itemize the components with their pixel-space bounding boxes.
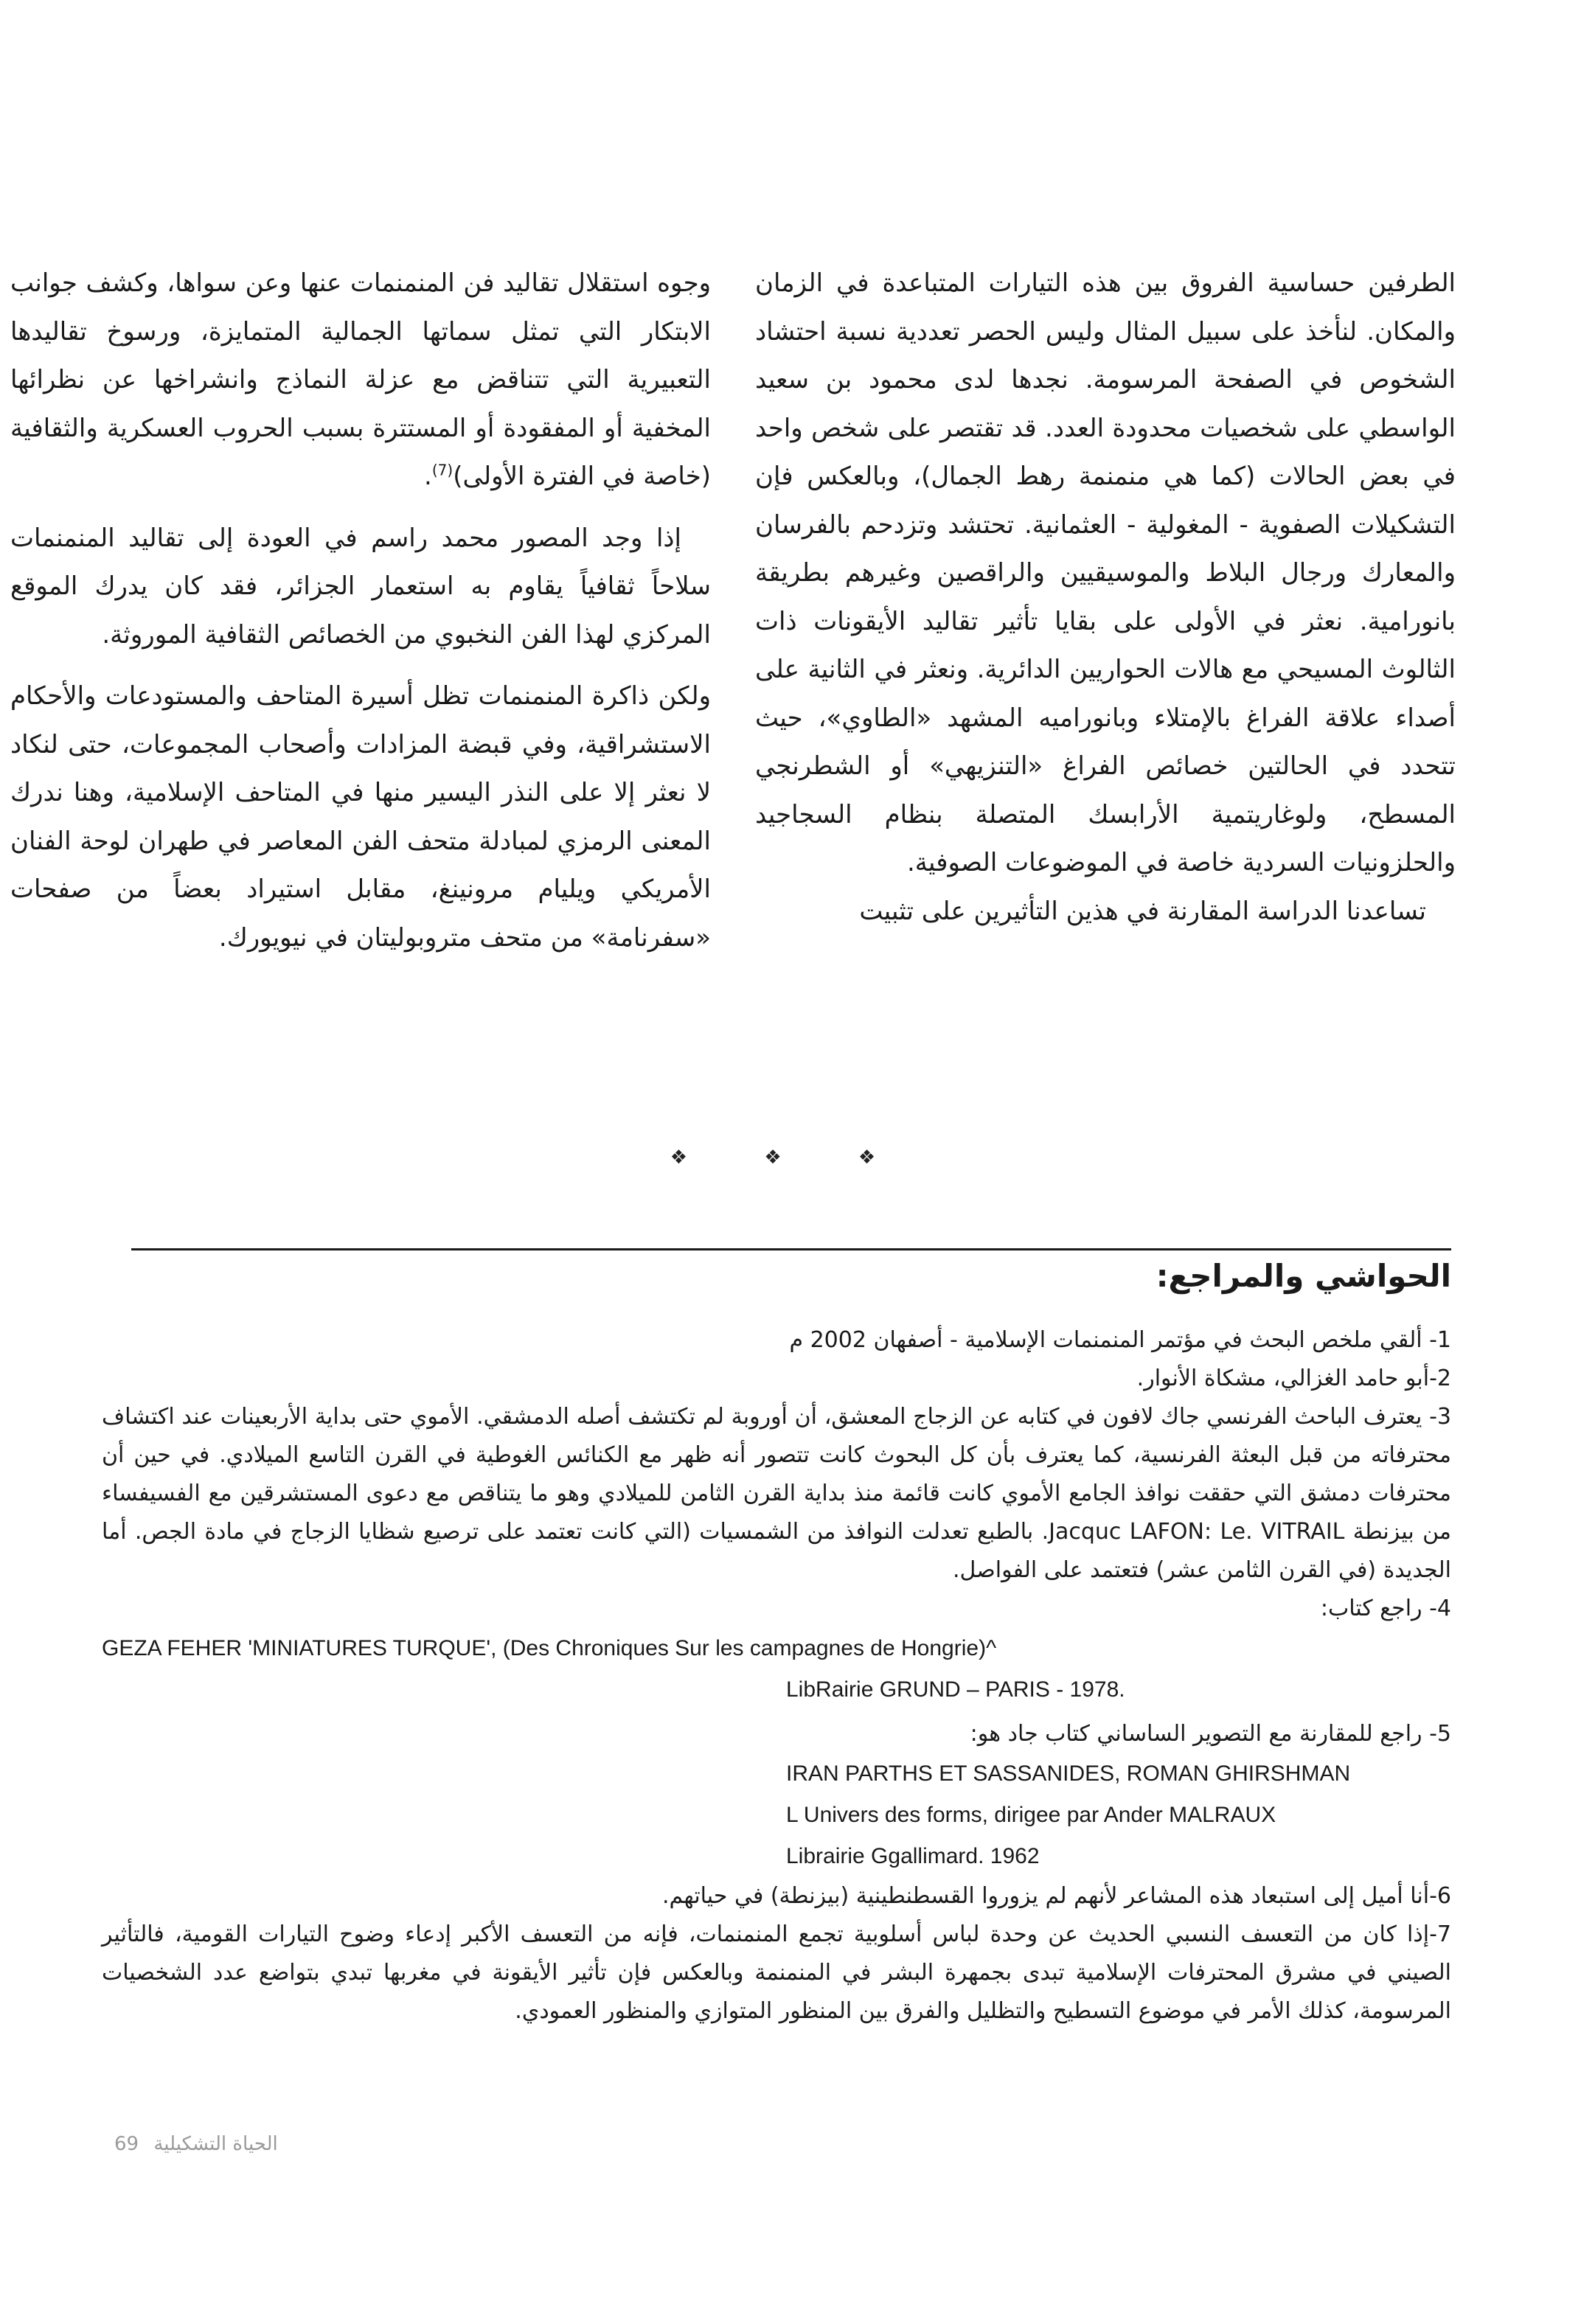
page-footer (114, 2133, 287, 2155)
footnote-4-reference: GEZA FEHER 'MINIATURES TURQUE', (Des Chroniques Sur les campagnes de Hongrie)^ (102, 1636, 997, 1660)
footnote-2: 2-أبو حامد الغزالي، مشكاة الأنوار. (1136, 1365, 1451, 1391)
footnote-1: 1- ألقي ملخص البحث في مؤتمر المنمنمات الإسلامية - أصفهان 2002 م (789, 1327, 1451, 1353)
paragraph: ولكن ذاكرة المنمنمات تظل أسيرة المتاحف والمستودعات والأحكام الاستشراقية، وفي قبضة المزادات وأصحاب المجموعات، حتى لنكاد لا نعثر إلا على النذر اليسير منها في المتاحف الإسلامية، وهنا ندرك المعنى الرمزي لمبادلة متحف الفن المعاصر في طهران لوحة الفنان الأمريكي ويليام مرونينغ، مقابل استيراد بعضاً من صفحات «سفرنامة» من متحف متروبوليتان في نيويورك. (10, 681, 711, 953)
article-column-right (755, 260, 1456, 936)
footnote-5-reference: IRAN PARTHS ET SASSANIDES, ROMAN GHIRSHMAN (786, 1761, 1351, 1786)
footnote-ref: (7) (431, 461, 454, 479)
section-separator: ❖ ❖ ❖ (670, 1147, 911, 1169)
page-number: 69 (114, 2133, 139, 2155)
article-column-left (10, 260, 711, 962)
paragraph: الطرفين حساسية الفروق بين هذه التيارات المتباعدة في الزمان والمكان. لنأخذ على سبيل المثال وليس الحصر تعددية نسبة احتشاد الشخوص في الصفحة المرسومة. نجدها لدى محمود بن سعيد الواسطي على شخصيات محدودة العدد. قد تقتصر على شخص واحد في بعض الحالات (كما هي منمنمة رهط الجمال)، وبالعكس فإن التشكيلات الصفوية - المغولية - العثمانية. تحتشد وتزدحم بالفرسان والمعارك ورجال البلاط والموسيقيين والراقصين وغيرهم بطريقة بانورامية. نعثر في الأولى على بقايا تأثير تقاليد الأيقونات ذات الثالوث المسيحي مع هالات الحواريين الدائرية. ونعثر في الثانية على أصداء علاقة الفراغ بالإمتلاء وبانوراميه المشهد «الطاوي»، حيث تتحدد في الحالتين خصائص الفراغ «التنزيهي» أو الشطرنجي المسطح، ولوغاريتمية الأرابسك المتصلة بنظام السجاجيد والحلزونيات السردية خاصة في الموضوعات الصوفية. (755, 268, 1456, 877)
paragraph: تساعدنا الدراسة المقارنة في هذين التأثيرين على تثبيت (859, 896, 1426, 926)
footnote-4-publisher: LibRairie GRUND – PARIS - 1978. (786, 1677, 1125, 1702)
footnotes (102, 1321, 1451, 2031)
notes-heading: الحواشي والمراجع: (1156, 1258, 1451, 1294)
footnote-4-label: 4- راجع كتاب: (1320, 1596, 1451, 1621)
footnote-5-label: 5- راجع للمقارنة مع التصوير الساساني كتاب جاد هو: (970, 1721, 1451, 1747)
paragraph: إذا وجد المصور محمد راسم في العودة إلى تقاليد المنمنمات سلاحاً ثقافياً يقاوم به استعمار الجزائر، فقد كان يدرك الموقع المركزي لهذا الفن النخبوي من الخصائص الثقافية الموروثة. (10, 523, 711, 650)
footnote-6: 6-أنا أميل إلى استبعاد هذه المشاعر لأنهم لم يزوروا القسطنطينية (بيزنطة) في حياتهم. (661, 1883, 1451, 1909)
paragraph-end: . (424, 462, 432, 491)
magazine-title: الحياة التشكيلية (153, 2133, 278, 2155)
paragraph (10, 260, 711, 501)
footnote-7: 7-إذا كان من التعسف النسبي الحديث عن وحدة لباس أسلوبية تجمع المنمنمات، فإنه من التعسف الأكبر إدعاء وضوح التيارات القومية، فالتأثير الصيني في مشرق المحترفات الإسلامية تبدى بجمهرة البشر في المنمنمة وبالعكس فإن تأثير الأيقونة في مغربها تبدي بتواضع عدد الشخصيات المرسومة، كذلك الأمر في موضوع التسطيح والتظليل والفرق بين المنظور المتوازي والمنظور العمودي. (102, 1921, 1451, 2024)
paragraph-text: وجوه استقلال تقاليد فن المنمنمات عنها وعن سواها، وكشف جوانب الابتكار التي تمثل سماتها الجمالية المتمايزة، ورسوخ تقاليدها التعبيرية التي تتناقض مع عزلة النماذج وانشراخها عن نظرائها المخفية أو المفقودة أو المستترة بسبب الحروب العسكرية والثقافية (خاصة في الفترة الأولى) (10, 268, 711, 491)
footnote-5-publisher: Librairie Ggallimard. 1962 (786, 1844, 1040, 1868)
footnote-3: 3- يعترف الباحث الفرنسي جاك لافون في كتابه عن الزجاج المعشق، أن أوروبة لم تكتشف أصله الدمشقي. الأموي حتى بداية الأربعينات عند اكتشاف محترفاته من قبل البعثة الفرنسية، كما يعترف بأن كل البحوث كانت تتصور أنه ظهر مع الكنائس الغوطية في القرن التاسع الميلادي. في حين أن محترفات دمشق التي حققت نوافذ الجامع الأموي كانت قائمة منذ بداية القرن الثامن للميلادي وهو ما يتناقص مع دعوى المستشرقين مع الفسيفساء من بيزنطة Jacquc LAFON: Le. VITRAIL. بالطبع تعدلت النوافذ من الشمسيات (التي كانت تعتمد على ترصيع شظايا الزجاج في مادة الجص. أما الجديدة (في القرن الثامن عشر) فتعتمد على الفواصل. (102, 1404, 1451, 1583)
footnote-5-series: L Univers des forms, dirigee par Ander MALRAUX (786, 1803, 1276, 1827)
divider-rule (131, 1248, 1451, 1250)
